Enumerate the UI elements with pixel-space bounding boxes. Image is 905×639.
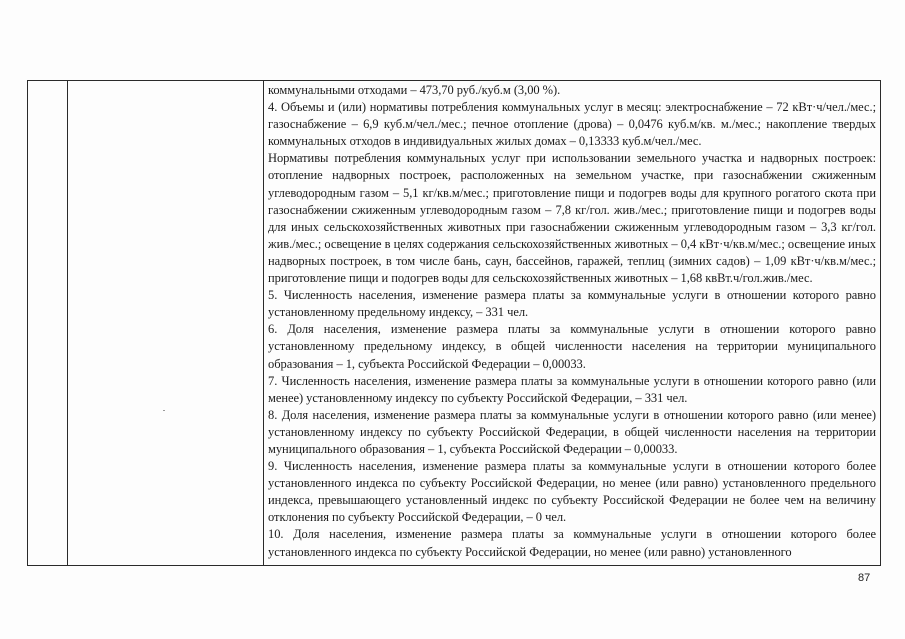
table-column-name (68, 81, 264, 565)
scan-speck (163, 410, 165, 411)
paragraph-item-9: 9. Численность населения, изменение размера платы за коммунальные услуги в отношении которого более установленного индекса по субъекту Российской Федерации, но менее (или равно) установленного предельного индекса, превышающего установленный индекс по субъекту Российской Федерации не более чем на величину отклонения по субъекту Российской Федерации, – 0 чел. (268, 459, 876, 525)
page-number: 87 (858, 572, 871, 584)
paragraph-item-6: 6. Доля населения, изменение размера платы за коммунальные услуги в отношении которого равно установленному предельному индексу, в общей численности населения на территории муниципального образования – 1, субъекта Российской Федерации – 0,00033. (268, 322, 876, 371)
paragraph-waste-tariff: коммунальными отходами – 473,70 руб./куб.м (3,00 %). (268, 83, 561, 97)
table-column-number (28, 81, 68, 565)
paragraph-land-norms: Нормативы потребления коммунальных услуг при использовании земельного участка и надворных построек: отопление надворных построек, расположенных на земельном участке, при газоснабжении сжиженным углеводородным газом – 5,1 кг/кв.м/мес.; приготовление пищи и подогрев воды для крупного рогатого скота при газоснабжении сжиженным углеводородным газом – 7,8 кг/гол. жив./мес.; приготовление пищи и подогрев воды для иных сельскохозяйственных животных при газоснабжении сжиженным углеводородным газом – 3,3 кг/гол. жив./мес.; освещение в целях содержания сельскохозяйственных животных – 0,4 кВт·ч/кв.м/мес.; освещение иных надворных построек, в том числе бань, саун, бассейнов, гаражей, теплиц (зимних садов) – 1,09 кВт·ч/кв.м/мес.; приготовление пищи и подогрев воды для сельскохозяйственных животных – 1,68 квВт.ч/гол.жив./мес. (268, 151, 876, 286)
paragraph-item-8: 8. Доля населения, изменение размера платы за коммунальные услуги в отношении которого равно (или менее) установленному индексу по субъекту Российской Федерации, в общей численности населения на территории муниципального образования – 1, субъекта Российской Федерации – 0,00033. (268, 407, 876, 456)
table-column-content (264, 81, 880, 565)
document-table (27, 80, 881, 566)
paragraph-item-10: 10. Доля населения, изменение размера платы за коммунальные услуги в отношении которого более установленного индекса по субъекту Российской Федерации, но менее (или равно) установленного (268, 527, 876, 559)
paragraph-item-7: 7. Численность населения, изменение размера платы за коммунальные услуги в отношении которого равно (или менее) установленному индексу по субъекту Российской Федерации, – 331 чел. (268, 373, 876, 405)
paragraph-item-4: 4. Объемы и (или) нормативы потребления коммунальных услуг в месяц: электроснабжение – 72 кВт·ч/чел./мес.; газоснабжение – 6,9 куб.м/чел./мес.; печное отопление (дрова) – 0,0476 куб.м/кв. м./мес.; накопление твердых коммунальных отходов в индивидуальных жилых домах – 0,13333 куб.м/чел./мес. (268, 100, 876, 149)
paragraph-item-5: 5. Численность населения, изменение размера платы за коммунальные услуги в отношении которого равно установленному предельному индексу, – 331 чел. (268, 288, 876, 320)
